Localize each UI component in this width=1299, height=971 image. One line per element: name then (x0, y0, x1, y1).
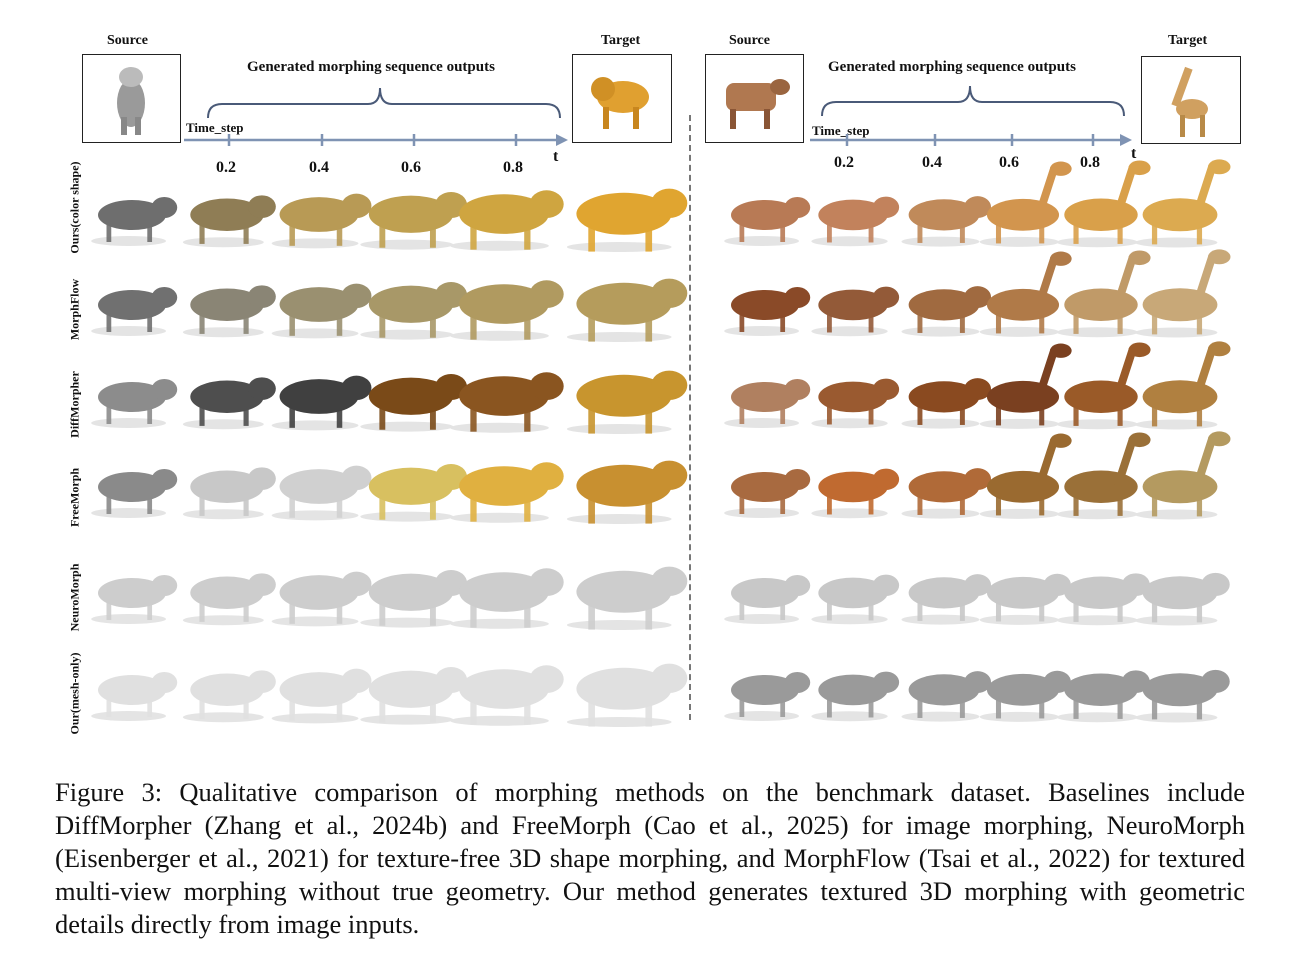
left-source-label: Source (107, 33, 148, 48)
right-morph-sample (1135, 431, 1230, 519)
left-morph-sample (91, 575, 177, 624)
row-label: NeuroMorph (67, 563, 82, 632)
left-morph-sample (272, 376, 372, 431)
right-time-axis (810, 134, 1124, 146)
left-axis-arrowhead (556, 134, 568, 146)
right-morph-sample (902, 574, 991, 624)
row-label: MorphFlow (67, 278, 82, 341)
right-axis-start-label: Time_step (812, 123, 870, 138)
left-morph-sample (450, 372, 564, 433)
left-morph-sample (360, 374, 467, 432)
right-morph-sample (811, 197, 899, 247)
left-axis-start-label: Time_step (186, 120, 244, 135)
right-morph-sample (724, 287, 810, 336)
right-morph-sample (1135, 670, 1230, 723)
right-morph-sample (1057, 250, 1151, 337)
left-morph-sample (91, 379, 177, 428)
left-morph-sample (91, 469, 177, 518)
right-morph-sample (1135, 573, 1230, 626)
right-morph-sample (1057, 160, 1151, 247)
right-morph-sample (1057, 432, 1151, 519)
left-morph-sample (567, 461, 687, 524)
row-label: Ours(color shape) (67, 161, 82, 254)
right-morph-sample (724, 575, 810, 624)
right-tick-label: 0.4 (922, 154, 942, 171)
right-morph-sample (980, 162, 1072, 247)
left-morph-sample (567, 279, 687, 342)
right-morph-sample (811, 287, 899, 337)
left-morph-sample (567, 664, 687, 727)
right-morph-sample (980, 574, 1071, 625)
row-label: DiffMorpher (67, 371, 82, 438)
right-morph-sample (980, 344, 1072, 429)
left-morph-sample (450, 568, 564, 629)
left-sequence-label: Generated morphing sequence outputs (247, 59, 495, 75)
right-morph-sample (811, 575, 899, 625)
left-morph-sample (360, 464, 467, 522)
left-sequence-brace (208, 88, 560, 118)
right-axis-arrowhead (1120, 134, 1132, 146)
left-tick-label: 0.6 (401, 159, 421, 176)
left-morph-sample (450, 190, 564, 251)
row-label: FreeMorph (67, 467, 82, 528)
right-morph-sample (980, 434, 1072, 519)
left-morph-sample (272, 284, 372, 339)
right-sequence-label: Generated morphing sequence outputs (828, 59, 1076, 75)
right-morph-sample (724, 469, 810, 518)
right-target-label: Target (1168, 33, 1208, 48)
left-tick-label: 0.4 (309, 159, 329, 176)
left-morph-sample (567, 371, 687, 434)
row-label: Our(mesh-only) (67, 652, 82, 735)
right-morph-sample (980, 252, 1072, 337)
left-morph-sample (450, 280, 564, 341)
right-morph-sample (1057, 670, 1150, 722)
left-morph-sample (183, 670, 276, 722)
right-morph-sample (902, 468, 991, 518)
left-morph-sample (183, 573, 276, 625)
left-morph-sample (272, 572, 372, 627)
left-morph-sample (183, 467, 276, 519)
right-morph-sample (1057, 342, 1151, 429)
right-morph-sample (980, 671, 1071, 722)
left-morph-sample (91, 197, 177, 246)
left-tick-label: 0.8 (503, 159, 523, 176)
left-morph-sample (360, 667, 467, 725)
left-morph-sample (567, 189, 687, 252)
right-morph-sample (1135, 249, 1230, 337)
panel-divider (689, 115, 691, 720)
left-morph-sample (450, 665, 564, 726)
right-tick-label: 0.2 (834, 154, 854, 171)
right-source-label: Source (729, 33, 770, 48)
right-morph-sample (1135, 341, 1230, 429)
left-morph-sample (272, 466, 372, 521)
right-morph-sample (1057, 573, 1150, 625)
right-morph-sample (811, 379, 899, 429)
right-morph-sample (902, 286, 991, 336)
left-morph-sample (91, 287, 177, 336)
right-axis-end-label: t (1131, 145, 1137, 162)
right-morph-sample (902, 671, 991, 721)
left-morph-sample (360, 570, 467, 628)
left-morph-sample (360, 282, 467, 340)
right-sequence-brace (822, 86, 1124, 116)
right-morph-sample (1135, 159, 1230, 247)
left-time-axis (184, 134, 560, 146)
left-morph-sample (272, 194, 372, 249)
left-morph-sample (567, 567, 687, 630)
left-morph-sample (91, 672, 177, 721)
right-morph-sample (724, 197, 810, 246)
right-morph-sample (902, 196, 991, 246)
left-morph-sample (183, 285, 276, 337)
left-morph-sample (360, 192, 467, 250)
left-morph-sample (450, 462, 564, 523)
figure-caption: Figure 3: Qualitative comparison of morphing methods on the benchmark dataset. Baselines include DiffMorpher (Zhang et al., 2024b) and FreeMorph (Cao et al., 2025) for image morphing, NeuroMorph (Eisenberger et al., 2021) for texture-free 3D shape morphing, and MorphFlow (Tsai et al., 2022) for textured multi-view morphing without true geometry. Our method generates textured 3D morphing with geometric details directly from image inputs. (55, 777, 1245, 939)
right-morph-sample (724, 379, 810, 428)
left-target-label: Target (601, 33, 641, 48)
left-morph-sample (183, 377, 276, 429)
right-tick-label: 0.6 (999, 154, 1019, 171)
right-morph-sample (811, 672, 899, 722)
right-tick-label: 0.8 (1080, 154, 1100, 171)
left-morph-sample (272, 669, 372, 724)
right-morph-sample (902, 378, 991, 428)
left-morph-sample (183, 195, 276, 247)
right-morph-sample (811, 469, 899, 519)
left-axis-end-label: t (553, 148, 559, 165)
right-morph-sample (724, 672, 810, 721)
left-tick-label: 0.2 (216, 159, 236, 176)
